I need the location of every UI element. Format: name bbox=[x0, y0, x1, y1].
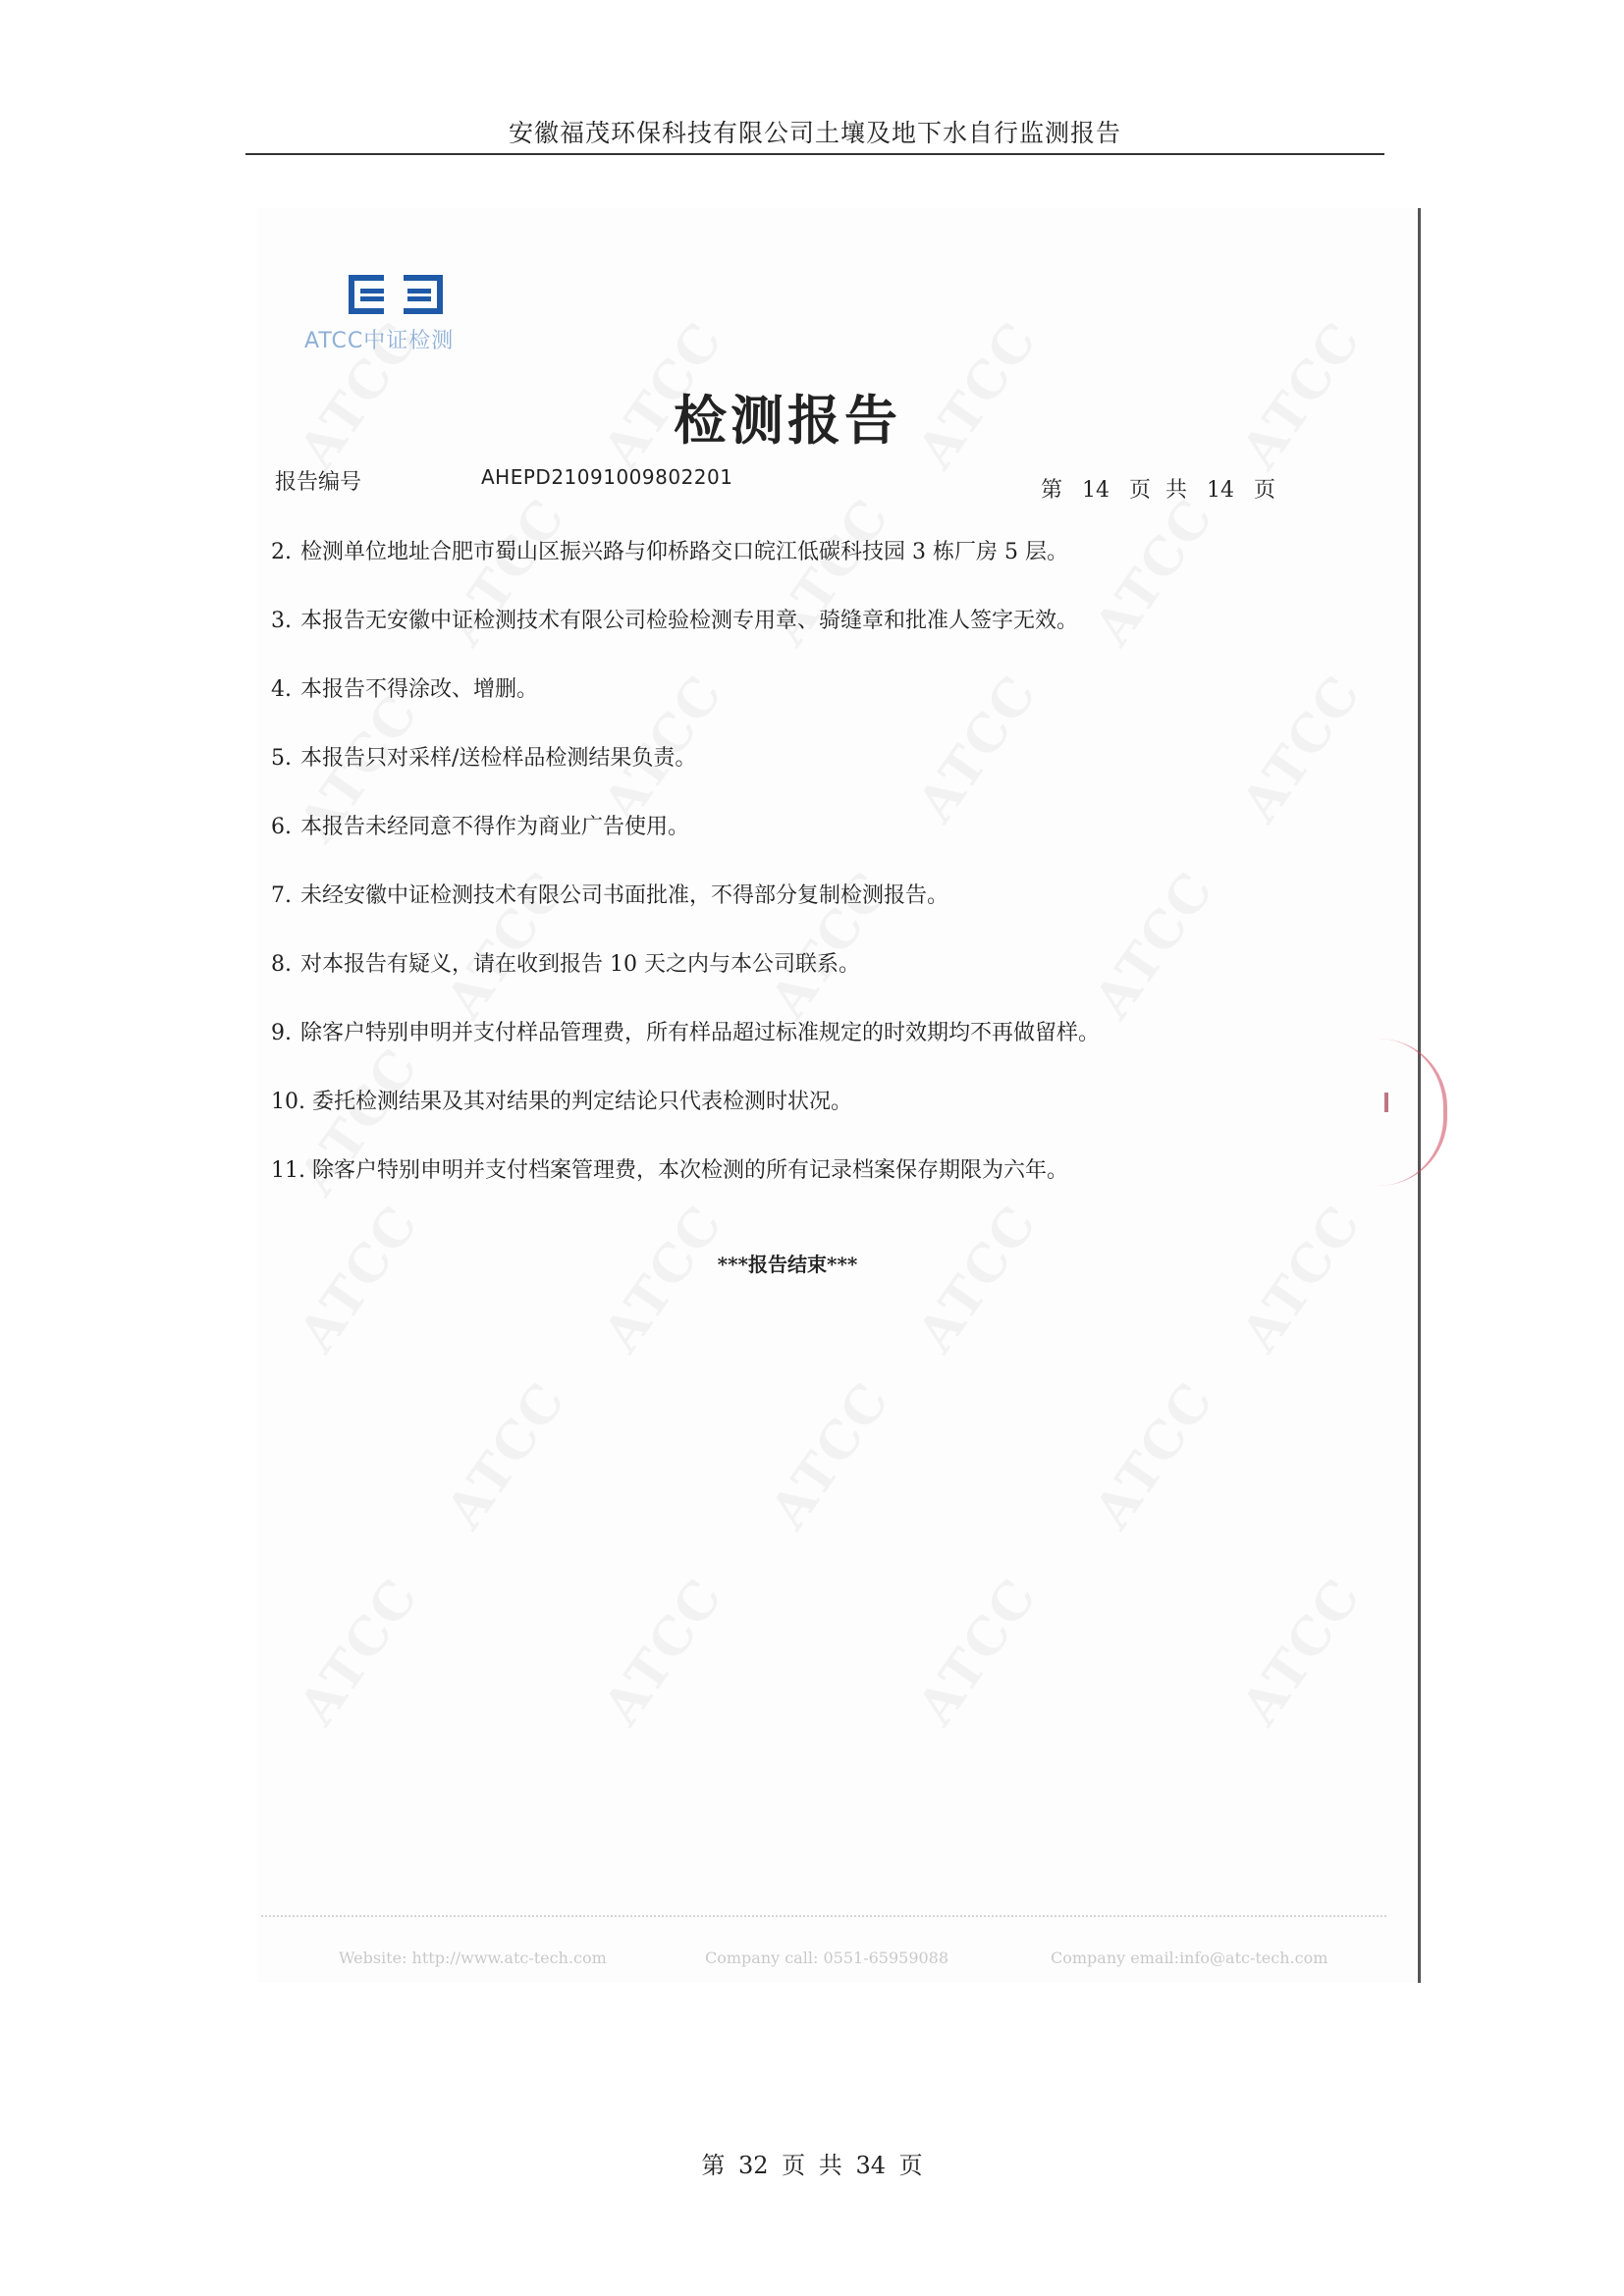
note-item bbox=[271, 1088, 1351, 1156]
watermark bbox=[435, 1371, 578, 1540]
note-text: 委托检测结果及其对结果的判定结论只代表检测时状况。 bbox=[312, 1090, 853, 1114]
note-text: 检测单位地址合肥市蜀山区振兴路与仰桥路交口皖江低碳科技园 3 栋厂房 5 层。 bbox=[300, 540, 1068, 564]
note-text: 本报告不得涂改、增删。 bbox=[300, 677, 539, 702]
note-item bbox=[271, 607, 1351, 675]
footer-page-mid: 页 共 bbox=[782, 2152, 842, 2179]
note-number: 8. bbox=[271, 952, 292, 977]
note-text: 除客户特别申明并支付档案管理费，本次检测的所有记录档案保存期限为六年。 bbox=[312, 1158, 1069, 1183]
report-number-value: AHEPD21091009802201 bbox=[481, 465, 733, 489]
note-item bbox=[271, 1019, 1351, 1088]
footer-phone: Company call: 0551-65959088 bbox=[705, 1949, 949, 1967]
report-number-label: 报告编号 bbox=[275, 470, 362, 495]
seal-stamp-mark bbox=[1384, 1093, 1388, 1112]
watermark bbox=[1083, 1371, 1226, 1540]
note-number: 10. bbox=[271, 1090, 305, 1114]
note-text: 对本报告有疑义，请在收到报告 10 天之内与本公司联系。 bbox=[300, 952, 860, 977]
company-logo bbox=[304, 275, 491, 353]
page-current: 14 bbox=[1082, 478, 1110, 503]
note-item bbox=[271, 744, 1351, 813]
logo-mark bbox=[349, 275, 443, 314]
page-header: 安徽福茂环保科技有限公司土壤及地下水自行监测报告 bbox=[508, 119, 1121, 147]
note-item bbox=[271, 813, 1351, 881]
report-end-mark: ***报告结束*** bbox=[717, 1253, 858, 1276]
watermark bbox=[906, 311, 1050, 480]
note-item bbox=[271, 950, 1351, 1019]
page-total: 14 bbox=[1207, 478, 1235, 503]
note-item bbox=[271, 538, 1351, 607]
note-text: 未经安徽中证检测技术有限公司书面批准，不得部分复制检测报告。 bbox=[300, 883, 949, 908]
page-mid: 页 共 bbox=[1129, 478, 1188, 503]
note-text: 除客户特别申明并支付样品管理费，所有样品超过标准规定的时效期均不再做留样。 bbox=[300, 1021, 1101, 1045]
page-suffix: 页 bbox=[1254, 478, 1276, 503]
note-number: 4. bbox=[271, 677, 292, 702]
note-number: 6. bbox=[271, 815, 292, 839]
note-text: 本报告未经同意不得作为商业广告使用。 bbox=[300, 815, 690, 839]
scan-footer-rule bbox=[261, 1915, 1386, 1917]
page-prefix: 第 bbox=[1041, 478, 1063, 503]
header-rule bbox=[245, 153, 1384, 155]
logo-text: ATCC中证检测 bbox=[304, 329, 455, 353]
footer-email: Company email:info@atc-tech.com bbox=[1051, 1949, 1328, 1967]
note-item bbox=[271, 881, 1351, 950]
note-number: 2. bbox=[271, 540, 292, 564]
note-item bbox=[271, 675, 1351, 744]
note-number: 3. bbox=[271, 609, 292, 633]
note-number: 11. bbox=[271, 1158, 305, 1183]
watermark bbox=[1230, 1568, 1374, 1736]
report-page-count bbox=[1031, 473, 1285, 504]
note-text: 本报告无安徽中证检测技术有限公司检验检测专用章、骑缝章和批准人签字无效。 bbox=[300, 609, 1079, 633]
footer-page-current: 32 bbox=[737, 2152, 769, 2179]
note-item bbox=[271, 1156, 1351, 1225]
report-title: 检测报告 bbox=[674, 389, 901, 452]
watermark bbox=[1230, 311, 1374, 480]
watermark bbox=[906, 1568, 1050, 1736]
watermark bbox=[759, 1371, 902, 1540]
footer-page-total: 34 bbox=[855, 2152, 886, 2179]
notes-list bbox=[271, 538, 1351, 1225]
note-number: 5. bbox=[271, 746, 292, 771]
footer-page-prefix: 第 bbox=[701, 2152, 726, 2179]
note-number: 9. bbox=[271, 1021, 292, 1045]
seal-stamp bbox=[1375, 1039, 1447, 1186]
watermark bbox=[592, 1568, 735, 1736]
watermark bbox=[288, 1568, 431, 1736]
note-number: 7. bbox=[271, 883, 292, 908]
note-text: 本报告只对采样/送检样品检测结果负责。 bbox=[300, 746, 697, 771]
page-footer bbox=[616, 2146, 1008, 2180]
footer-website: Website: http://www.atc-tech.com bbox=[339, 1949, 607, 1967]
footer-page-suffix: 页 bbox=[898, 2152, 923, 2179]
